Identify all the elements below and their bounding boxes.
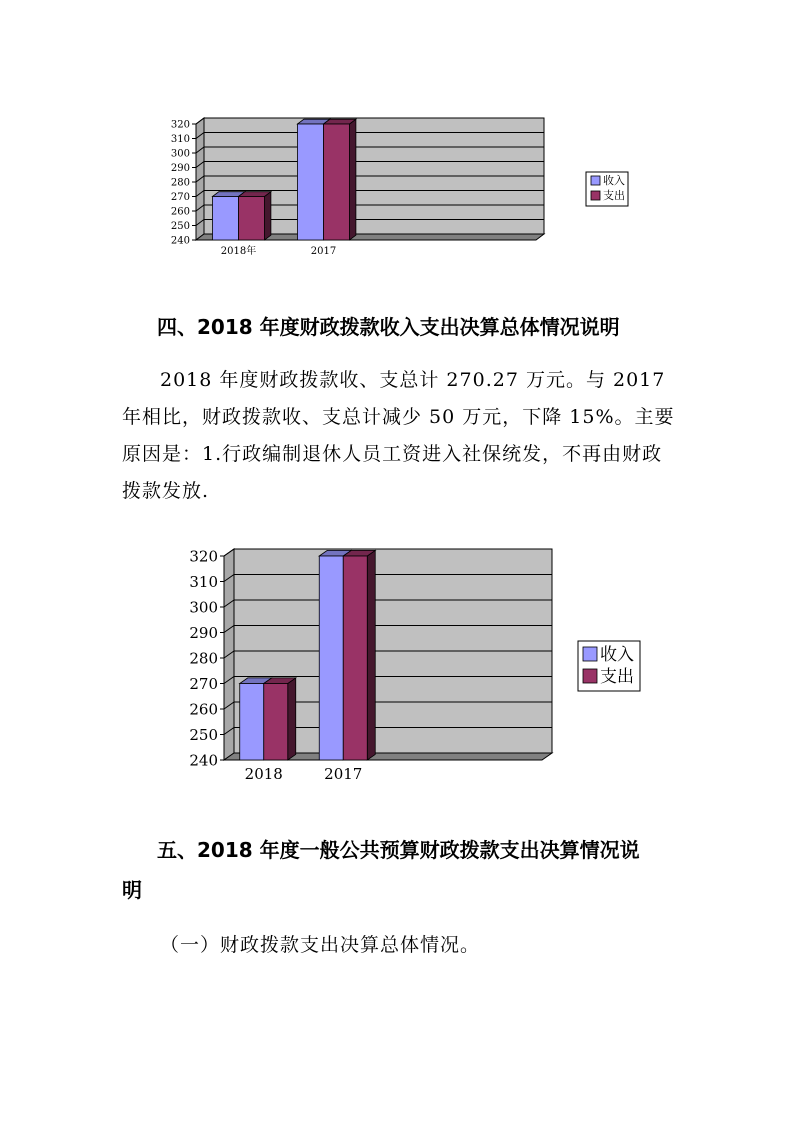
y-tick-label: 290 bbox=[189, 623, 218, 642]
bar-front bbox=[319, 556, 343, 760]
bar-front bbox=[324, 124, 350, 240]
income-expense-chart-1 bbox=[150, 100, 670, 270]
bar-front bbox=[239, 197, 265, 241]
bar-side bbox=[367, 550, 375, 760]
bar-expense-first bbox=[239, 192, 271, 240]
section5-subheading: （一）财政拨款支出决算总体情况。 bbox=[160, 934, 481, 956]
y-tick-label: 270 bbox=[189, 674, 218, 693]
legend-swatch bbox=[583, 669, 597, 683]
y-tick-label: 250 bbox=[170, 221, 190, 232]
y-tick-label: 250 bbox=[189, 725, 218, 744]
x-tick-label: 2018 bbox=[244, 765, 283, 783]
legend-swatch bbox=[591, 176, 600, 185]
section5-heading-continued: 明 bbox=[122, 878, 142, 902]
y-tick-label: 310 bbox=[189, 572, 218, 591]
y-tick-label: 270 bbox=[170, 192, 190, 203]
bar-top bbox=[324, 119, 356, 124]
legend-swatch bbox=[591, 191, 600, 200]
bar-side bbox=[350, 119, 356, 240]
bar-front bbox=[264, 684, 288, 761]
section4-heading: 四、2018 年度财政拨款收入支出决算总体情况说明 bbox=[157, 315, 620, 339]
bar-expense-second bbox=[343, 550, 375, 760]
y-tick-label: 290 bbox=[170, 163, 190, 174]
section4-paragraph: 2018 年度财政拨款收、支总计 270.27 万元。与 2017 年相比，财政拨款收、支总计减少 50 万元，下降 15%。主要原因是：1.行政编制退休人员工资进入社保统发，不再由财政拨款发放. bbox=[122, 369, 675, 502]
bar-front bbox=[298, 124, 324, 240]
chart-legend bbox=[578, 641, 640, 691]
legend-label: 支出 bbox=[603, 189, 625, 202]
bar-side bbox=[288, 678, 296, 760]
y-tick-label: 240 bbox=[189, 751, 218, 770]
y-tick-label: 260 bbox=[170, 206, 190, 218]
bar-front bbox=[213, 197, 239, 241]
bar-expense-first bbox=[264, 678, 296, 760]
section5-heading: 五、2018 年度一般公共预算财政拨款支出决算情况说 bbox=[157, 838, 640, 862]
y-tick-label: 240 bbox=[170, 235, 190, 247]
legend-label: 支出 bbox=[600, 667, 634, 687]
x-tick-label: 2018年 bbox=[220, 246, 257, 257]
bar-side bbox=[265, 192, 271, 240]
bar-top bbox=[239, 192, 271, 197]
legend-label: 收入 bbox=[603, 174, 625, 187]
bar-front bbox=[240, 684, 264, 761]
y-tick-label: 280 bbox=[189, 649, 218, 668]
y-tick-label: 280 bbox=[170, 177, 190, 189]
bar-front bbox=[343, 556, 367, 760]
chart-legend bbox=[586, 172, 628, 206]
y-tick-label: 300 bbox=[170, 148, 190, 160]
y-tick-label: 310 bbox=[170, 134, 190, 145]
legend-label: 收入 bbox=[600, 645, 634, 665]
x-tick-label: 2017 bbox=[324, 765, 363, 783]
y-tick-label: 300 bbox=[189, 598, 218, 617]
legend-swatch bbox=[583, 647, 597, 661]
bar-expense-second bbox=[324, 119, 356, 240]
income-expense-chart-2 bbox=[170, 535, 670, 795]
x-tick-label: 2017 bbox=[310, 246, 337, 257]
y-tick-label: 320 bbox=[170, 119, 190, 131]
y-tick-label: 260 bbox=[189, 700, 218, 719]
y-tick-label: 320 bbox=[189, 547, 218, 566]
